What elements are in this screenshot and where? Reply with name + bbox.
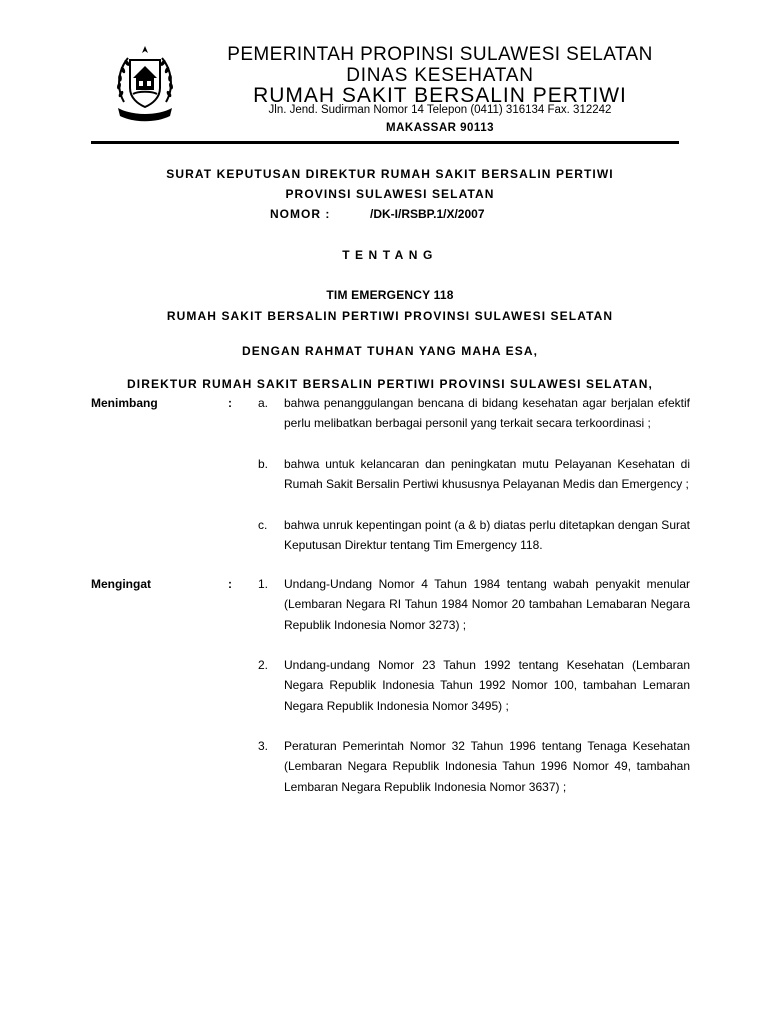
director-heading: DIREKTUR RUMAH SAKIT BERSALIN PERTIWI PROVINSI SULAWESI SELATAN, [127,377,653,391]
invocation: DENGAN RAHMAT TUHAN YANG MAHA ESA, [241,344,539,358]
item-marker: b. [258,457,269,471]
decree-subject: TIM EMERGENCY 118 [326,288,454,302]
menimbang-item [258,515,690,556]
mengingat-item [258,574,690,635]
tentang-heading: TENTANG [342,248,438,262]
menimbang-item [258,454,690,495]
letterhead-address: Jln. Jend. Sudirman Nomor 14 Telepon (0411) 316134 Fax. 312242 [268,104,612,116]
decree-title: SURAT KEPUTUSAN DIREKTUR RUMAH SAKIT BERSALIN PERTIWI [166,167,614,181]
decree-number-value: /DK-I/RSBP.1/X/2007 [370,207,485,221]
mengingat-item [258,736,690,797]
item-marker: 3. [258,739,269,753]
item-text: bahwa untuk kelancaran dan peningkatan mutu Pelayanan Kesehatan di Rumah Sakit Bersalin Pertiwi khususnya Pelayanan Medis dan Emergency ; [284,457,690,492]
item-marker: 1. [258,577,269,591]
menimbang-item [258,393,690,434]
mengingat-label: Mengingat [91,577,151,591]
letterhead-department: DINAS KESEHATAN [346,65,534,86]
menimbang-colon: : [228,396,232,410]
decree-subject-hospital: RUMAH SAKIT BERSALIN PERTIWI PROVINSI SULAWESI SELATAN [166,309,614,323]
item-text: Undang-Undang Nomor 4 Tahun 1984 tentang wabah penyakit menular (Lembaran Negara RI Tahun 1984 Nomor 20 tambahan Lemabaran Negara Republik Indonesia Nomor 3273) ; [284,577,690,632]
decree-number-label: NOMOR : [270,207,331,221]
decree-title-province: PROVINSI SULAWESI SELATAN [285,187,495,201]
item-text: bahwa unruk kepentingan point (a & b) diatas perlu ditetapkan dengan Surat Keputusan Direktur tentang Tim Emergency 118. [284,518,690,553]
item-text: Undang-undang Nomor 23 Tahun 1992 tentang Kesehatan (Lembaran Negara Republik Indonesia Tahun 1992 Nomor 100, tambahan Lemaran Negara Republik Indonesia Nomor 3495) ; [284,658,690,713]
item-marker: 2. [258,658,269,672]
item-text: bahwa penanggulangan bencana di bidang kesehatan agar berjalan efektif perlu melibatkan berbagai personil yang terkait secara terkoordinasi ; [284,396,690,431]
letterhead-city: MAKASSAR 90113 [386,122,494,134]
item-marker: a. [258,396,269,410]
letterhead-divider [91,141,679,144]
decree-number [270,207,485,221]
letterhead-hospital: RUMAH SAKIT BERSALIN PERTIWI [253,84,627,107]
letterhead-government: PEMERINTAH PROPINSI SULAWESI SELATAN [227,44,653,65]
item-marker: c. [258,518,268,532]
menimbang-label: Menimbang [91,396,158,410]
item-text: Peraturan Pemerintah Nomor 32 Tahun 1996 tentang Tenaga Kesehatan (Lembaran Negara Republik Indonesia Tahun 1996 Nomor 49, tambahan Lembaran Negara Republik Indonesia Nomor 3637) ; [284,739,690,794]
mengingat-item [258,655,690,716]
provincial-emblem-icon [112,44,178,122]
mengingat-colon: : [228,577,232,591]
